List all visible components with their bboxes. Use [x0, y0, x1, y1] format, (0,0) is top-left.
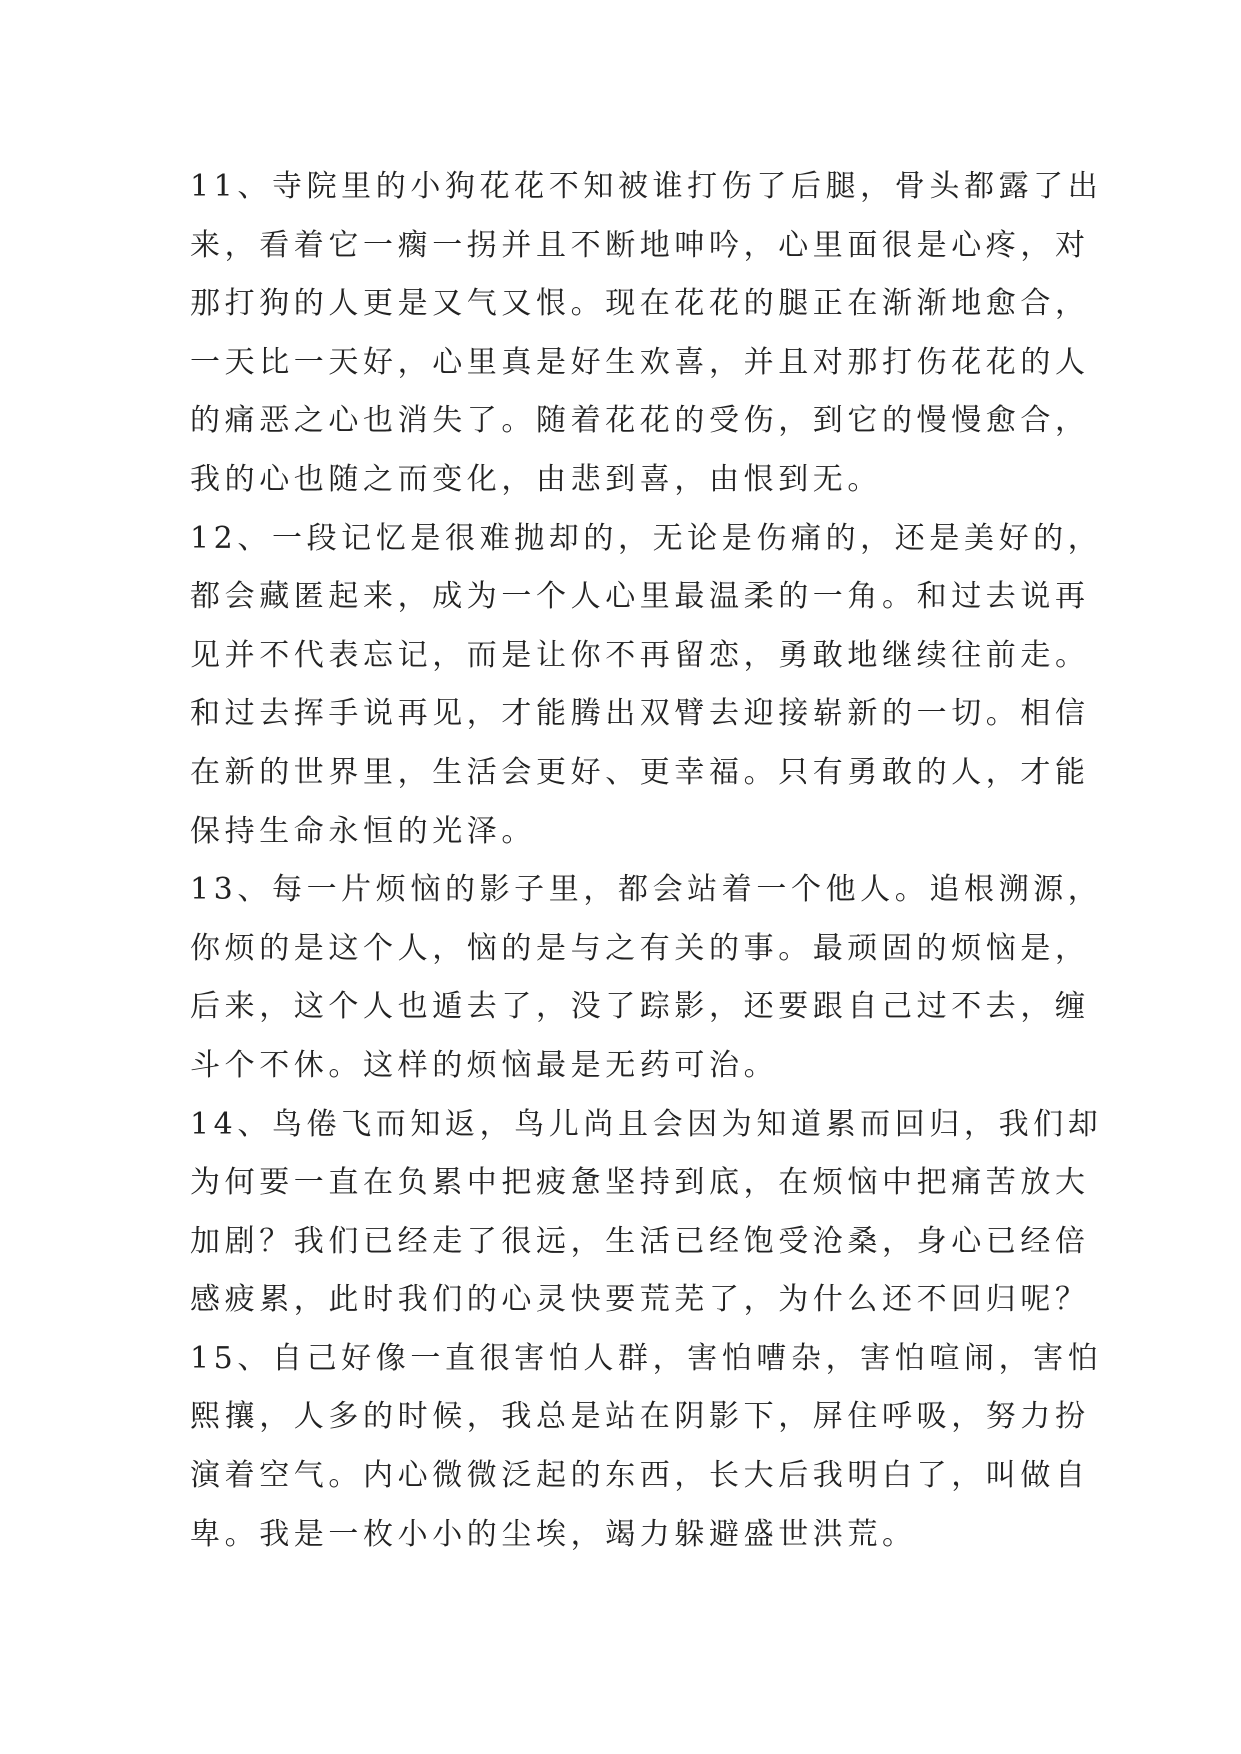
text-line: 为何要一直在负累中把疲惫坚持到底，在烦恼中把痛苦放大 — [190, 1165, 1090, 1201]
text-line: 演着空气。内心微微泛起的东西，长大后我明白了，叫做自 — [190, 1458, 1090, 1494]
text-line: 那打狗的人更是又气又恨。现在花花的腿正在渐渐地愈合， — [190, 286, 1090, 322]
text-line: 13、每一片烦恼的影子里，都会站着一个他人。追根溯源， — [190, 872, 1103, 908]
text-line: 我的心也随之而变化，由悲到喜，由恨到无。 — [190, 461, 882, 497]
text-line: 你烦的是这个人，恼的是与之有关的事。最顽固的烦恼是， — [190, 930, 1090, 966]
text-line: 和过去挥手说再见，才能腾出双臂去迎接崭新的一切。相信 — [190, 696, 1090, 732]
text-line: 来，看着它一瘸一拐并且不断地呻吟，心里面很是心疼，对 — [190, 227, 1090, 263]
text-line: 加剧？我们已经走了很远，生活已经饱受沧桑，身心已经倍 — [190, 1223, 1090, 1259]
text-line: 12、一段记忆是很难抛却的，无论是伤痛的，还是美好的， — [190, 520, 1103, 556]
text-line: 卑。我是一枚小小的尘埃，竭力躲避盛世洪荒。 — [190, 1516, 917, 1552]
text-line: 熙攘，人多的时候，我总是站在阴影下，屏住呼吸，努力扮 — [190, 1399, 1090, 1435]
text-line: 斗个不休。这样的烦恼最是无药可治。 — [190, 1047, 779, 1083]
text-line: 15、自己好像一直很害怕人群，害怕嘈杂，害怕喧闹，害怕 — [190, 1340, 1103, 1376]
text-line: 都会藏匿起来，成为一个人心里最温柔的一角。和过去说再 — [190, 579, 1090, 615]
text-line: 保持生命永恒的光泽。 — [190, 813, 536, 849]
text-line: 后来，这个人也遁去了，没了踪影，还要跟自己过不去，缠 — [190, 989, 1090, 1025]
text-line: 一天比一天好，心里真是好生欢喜，并且对那打伤花花的人 — [190, 344, 1090, 380]
text-line: 感疲累，此时我们的心灵快要荒芜了，为什么还不回归呢？ — [190, 1282, 1090, 1318]
text-line: 在新的世界里，生活会更好、更幸福。只有勇敢的人，才能 — [190, 754, 1090, 790]
text-line: 11、寺院里的小狗花花不知被谁打伤了后腿，骨头都露了出 — [190, 169, 1103, 204]
document-body — [190, 158, 1103, 1564]
text-line: 的痛恶之心也消失了。随着花花的受伤，到它的慢慢愈合， — [190, 403, 1090, 439]
text-line: 见并不代表忘记，而是让你不再留恋，勇敢地继续往前走。 — [190, 637, 1090, 673]
text-line: 14、鸟倦飞而知返，鸟儿尚且会因为知道累而回归，我们却 — [190, 1106, 1103, 1142]
